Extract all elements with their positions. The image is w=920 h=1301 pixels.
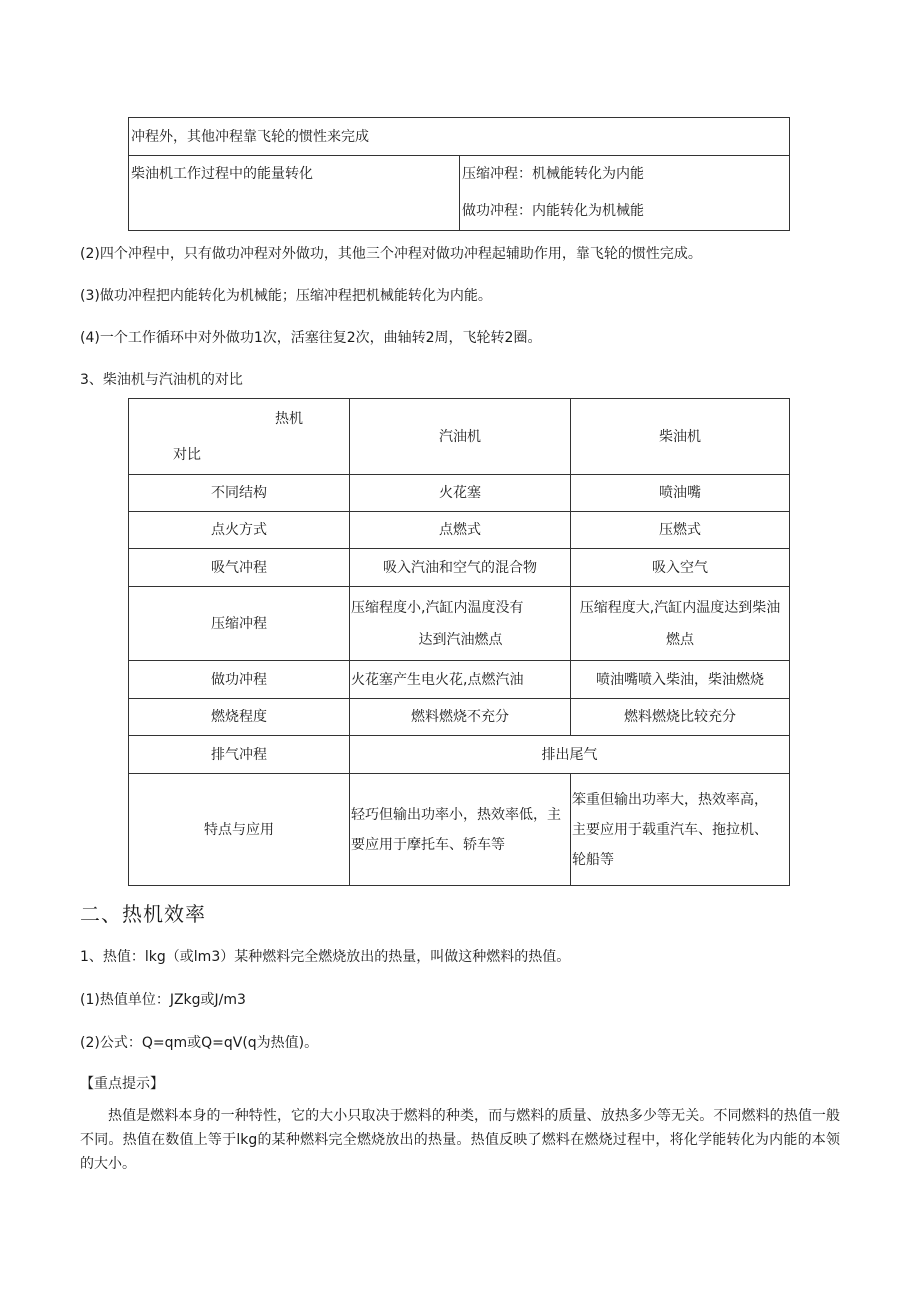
row-label: 点火方式 bbox=[129, 512, 350, 549]
heat-value-unit: (1)热值单位：JZkg或J∕m3 bbox=[80, 992, 246, 1008]
row-label: 燃烧程度 bbox=[129, 699, 350, 736]
row-label: 压缩冲程 bbox=[129, 587, 350, 661]
row-label: 排气冲程 bbox=[129, 736, 350, 774]
corner-top: 热机 bbox=[275, 410, 303, 427]
heat-value-definition: 1、热值：lkg（或lm3）某种燃料完全燃烧放出的热量，叫做这种燃料的热值。 bbox=[80, 949, 571, 965]
diesel-cell bbox=[571, 587, 790, 661]
table-row bbox=[129, 774, 790, 886]
cell-line: 达到汽油燃点 bbox=[418, 631, 503, 648]
cell-line: 轻巧但输出功率小，热效率低，主 bbox=[351, 806, 561, 823]
table-row bbox=[129, 699, 790, 736]
section-heading: 二、热机效率 bbox=[80, 902, 206, 926]
energy-conversion-table bbox=[128, 117, 790, 231]
merged-cell: 排出尾气 bbox=[350, 736, 790, 774]
gas-cell: 吸入汽油和空气的混合物 bbox=[350, 549, 571, 587]
row-label: 特点与应用 bbox=[129, 774, 350, 886]
table-row bbox=[129, 549, 790, 587]
cell-line: 轮船等 bbox=[572, 851, 614, 868]
energy-line: 做功冲程：内能转化为机械能 bbox=[462, 203, 644, 219]
cell-line: 燃点 bbox=[666, 631, 694, 648]
gas-cell: 点燃式 bbox=[350, 512, 571, 549]
cell-line: 要应用于摩托车、轿车等 bbox=[351, 836, 505, 853]
gas-cell bbox=[350, 587, 571, 661]
table-row bbox=[129, 512, 790, 549]
cell-line: 主要应用于载重汽车、拖拉机、 bbox=[572, 821, 768, 838]
table-row bbox=[129, 736, 790, 774]
heat-value-formula: (2)公式：Q=qm或Q=qV(q为热值)。 bbox=[80, 1035, 319, 1051]
diesel-cell: 喷油嘴喷入柴油，柴油燃烧 bbox=[571, 661, 790, 699]
gas-cell bbox=[350, 774, 571, 886]
table-cell: 柴油机工作过程中的能量转化 bbox=[129, 156, 460, 231]
energy-line: 压缩冲程：机械能转化为内能 bbox=[462, 166, 644, 182]
gas-cell: 燃料燃烧不充分 bbox=[350, 699, 571, 736]
table-cell: 冲程外，其他冲程靠飞轮的惯性来完成 bbox=[129, 118, 790, 156]
point-4: (4)一个工作循环中对外做功1次，活塞往复2次，曲轴转2周，飞轮转2圈。 bbox=[80, 330, 542, 346]
diesel-cell: 压燃式 bbox=[571, 512, 790, 549]
diesel-cell bbox=[571, 774, 790, 886]
header-diesel: 柴油机 bbox=[571, 399, 790, 475]
diesel-cell: 喷油嘴 bbox=[571, 475, 790, 512]
cell-line: 笨重但输出功率大，热效率高， bbox=[572, 791, 768, 808]
diesel-cell: 吸入空气 bbox=[571, 549, 790, 587]
point-2: (2)四个冲程中，只有做功冲程对外做功，其他三个冲程对做功冲程起辅助作用，靠飞轮的惯性完成。 bbox=[80, 246, 702, 262]
table-row bbox=[129, 661, 790, 699]
table-row bbox=[129, 475, 790, 512]
table-row bbox=[129, 587, 790, 661]
tip-body: 热值是燃料本身的一种特性，它的大小只取决于燃料的种类，而与燃料的质量、放热多少等无关。不同燃料的热值一般不同。热值在数值上等于lkg的某种燃料完全燃烧放出的热量。热值反映了燃料在燃烧过程中，将化学能转化为内能的本领的大小。 bbox=[80, 1108, 840, 1172]
cell-line: 压缩程度小,汽缸内温度没有 bbox=[351, 599, 524, 616]
tip-title: 【重点提示】 bbox=[80, 1076, 164, 1092]
header-gas: 汽油机 bbox=[350, 399, 571, 475]
row-label: 吸气冲程 bbox=[129, 549, 350, 587]
row-label: 做功冲程 bbox=[129, 661, 350, 699]
gas-cell: 火花塞产生电火花,点燃汽油 bbox=[350, 661, 571, 699]
cell-line: 压缩程度大,汽缸内温度达到柴油 bbox=[579, 599, 781, 616]
table-cell bbox=[460, 156, 790, 231]
point-3: (3)做功冲程把内能转化为机械能；压缩冲程把机械能转化为内能。 bbox=[80, 288, 492, 304]
engine-comparison-table bbox=[128, 398, 790, 886]
corner-cell bbox=[129, 399, 350, 475]
gas-cell: 火花塞 bbox=[350, 475, 571, 512]
corner-bottom: 对比 bbox=[173, 446, 201, 463]
row-label: 不同结构 bbox=[129, 475, 350, 512]
section-3-title: 3、柴油机与汽油机的对比 bbox=[80, 372, 243, 388]
diesel-cell: 燃料燃烧比较充分 bbox=[571, 699, 790, 736]
